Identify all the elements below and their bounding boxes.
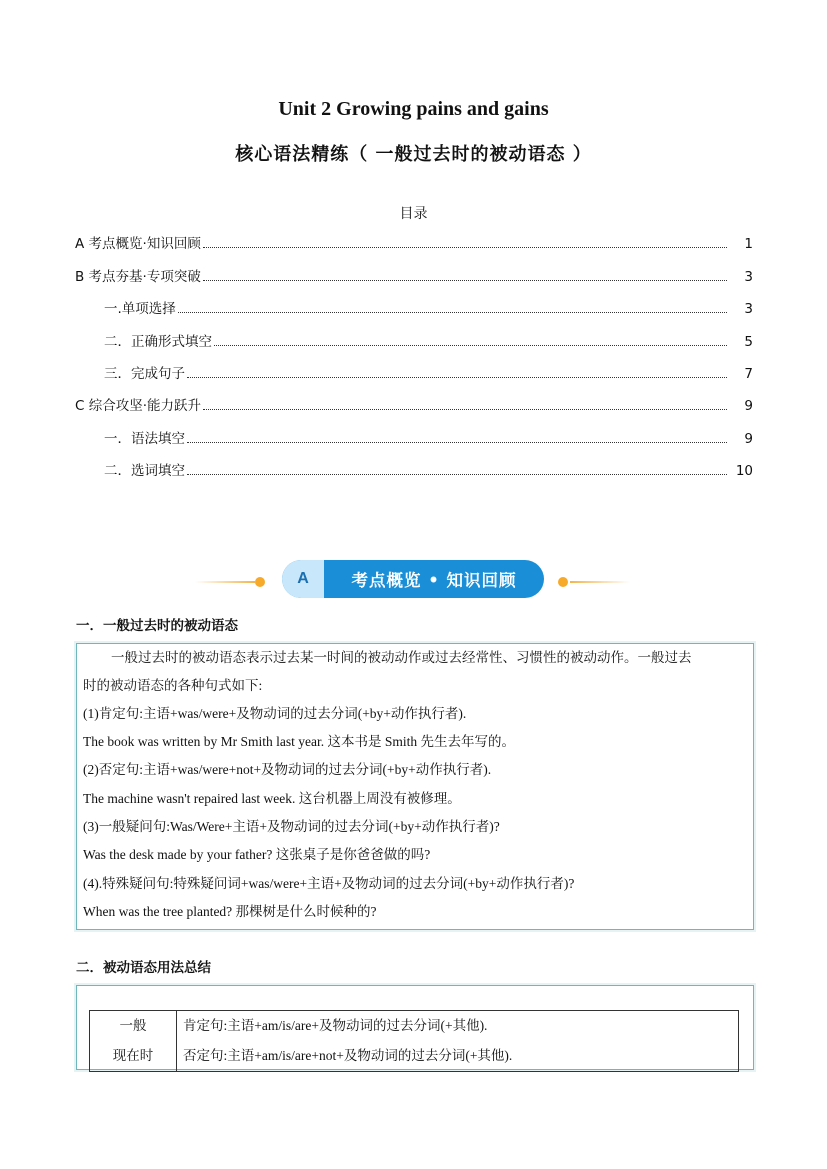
toc-entry-label: B 考点夯基·专项突破 [75,269,201,285]
toc-entry-label: 二．正确形式填空 [104,334,212,350]
toc-entry-label: 一.单项选择 [104,301,176,317]
grammar-table [89,1010,739,1072]
content-line: 时的被动语态的各种句式如下: [83,678,263,693]
content-line: (2)否定句:主语+was/were+not+及物动词的过去分词(+by+动作执行者). [83,762,492,777]
toc-heading: 目录 [399,206,428,222]
document-subtitle: 核心语法精练（ 一般过去时的被动语态 ） [235,144,592,165]
toc-entry-page: 10 [735,463,753,479]
toc-leader-dots [187,377,727,378]
tense-category-line: 一般 [119,1018,147,1033]
toc-entry-page: 9 [744,431,753,447]
toc-entry-page: 3 [744,269,753,285]
content-line: (4).特殊疑问句:特殊疑问词+was/were+主语+及物动词的过去分词(+by+动作执行者)? [83,876,575,891]
toc-leader-dots [214,345,727,346]
content-line: Was the desk made by your father? 这张桌子是你爸爸做的吗? [83,847,431,862]
toc-entry[interactable] [104,297,753,317]
banner-right-line [570,581,630,583]
banner-left-line [195,581,255,583]
rule-affirmative: 肯定句:主语+am/is/are+及物动词的过去分词(+其他). [183,1018,488,1033]
toc-entry-label: C 综合攻坚·能力跃升 [75,398,202,414]
banner-right-dot [558,577,568,587]
content-line: (1)肯定句:主语+was/were+及物动词的过去分词(+by+动作执行者). [83,706,467,721]
toc-entry-label: A 考点概览·知识回顾 [75,236,201,252]
banner-title: 考点概览 • 知识回顾 [351,571,517,590]
toc-entry[interactable] [75,394,753,414]
section1-content-box [76,643,754,930]
banner-left-dot [255,577,265,587]
toc-leader-dots [203,409,727,410]
toc-leader-dots [187,474,727,475]
toc-entry[interactable] [104,427,753,447]
content-line: 一般过去时的被动语态表示过去某一时间的被动动作或过去经常性、习惯性的被动动作。一般过去 [111,650,692,665]
table-row [90,1011,739,1072]
toc-entry-page: 9 [744,398,753,414]
toc-entry-label: 一．语法填空 [104,431,185,447]
tense-category-cell [90,1011,177,1072]
section1-heading: 一．一般过去时的被动语态 [76,618,238,634]
toc-entry-page: 3 [744,301,753,317]
toc-entry-page: 1 [744,236,753,252]
toc-entry-label: 二．选词填空 [104,463,185,479]
toc-leader-dots [187,442,727,443]
toc-entry[interactable] [104,330,753,350]
tense-category-line: 现在时 [112,1048,154,1063]
toc-leader-dots [178,312,727,313]
banner-letter: A [282,560,324,598]
section2-heading: 二．被动语态用法总结 [76,960,211,976]
section-banner [282,560,544,598]
toc-entry-label: 三．完成句子 [104,366,185,382]
toc-entry[interactable] [75,232,753,252]
toc-entry[interactable] [104,362,753,382]
toc-leader-dots [203,280,727,281]
rule-negative: 否定句:主语+am/is/are+not+及物动词的过去分词(+其他). [183,1048,513,1063]
tense-rules-cell [177,1011,739,1072]
toc-entry[interactable] [104,459,753,479]
toc-leader-dots [203,247,727,248]
document-title: Unit 2 Growing pains and gains [278,98,549,120]
content-line: (3)一般疑问句:Was/Were+主语+及物动词的过去分词(+by+动作执行者)? [83,819,500,834]
content-line: The book was written by Mr Smith last year. 这本书是 Smith 先生去年写的。 [83,734,515,749]
content-line: When was the tree planted? 那棵树是什么时候种的? [83,904,377,919]
toc-entry-page: 5 [744,334,753,350]
content-line: The machine wasn't repaired last week. 这台机器上周没有被修理。 [83,791,461,806]
toc-entry[interactable] [75,265,753,285]
toc-entry-page: 7 [744,366,753,382]
section2-content-box [76,985,754,1070]
